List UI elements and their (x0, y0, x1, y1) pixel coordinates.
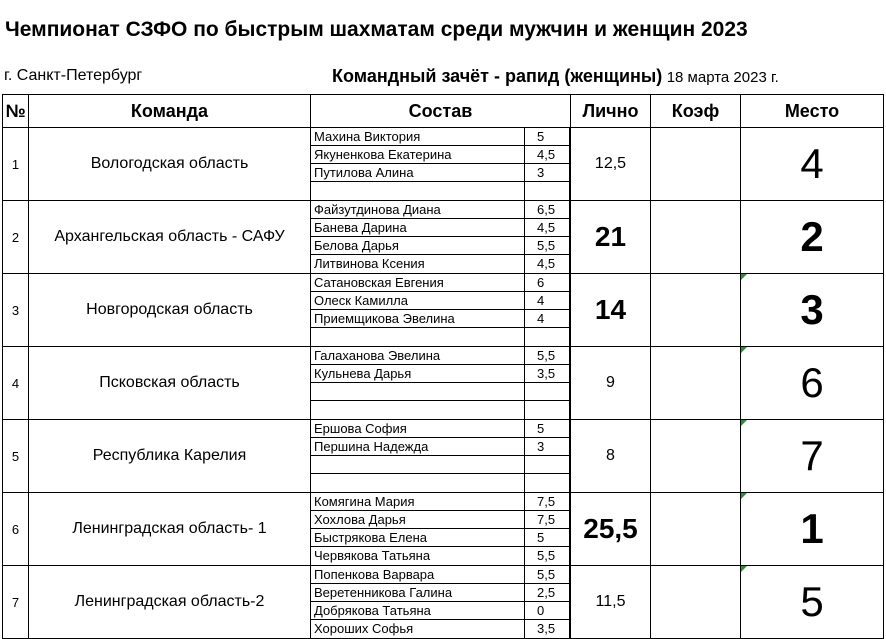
subtitle-main: Командный зачёт - рапид (женщины) (332, 66, 663, 86)
team-name: Новгородская область (29, 274, 311, 347)
player-name: Червякова Татьяна (311, 547, 525, 565)
player-name: Хохлова Дарья (311, 511, 525, 529)
team-place-value: 7 (800, 432, 824, 479)
team-name: Вологодская область (29, 128, 311, 201)
team-number: 1 (3, 128, 29, 201)
player-row (311, 274, 570, 292)
player-name: Белова Дарья (311, 237, 525, 255)
player-row (311, 347, 570, 365)
team-place-value: 5 (800, 578, 824, 625)
player-score: 4 (525, 292, 570, 310)
team-total: 8 (571, 420, 651, 493)
player-row (311, 493, 570, 511)
player-name: Путилова Алина (311, 164, 525, 182)
player-row (311, 365, 570, 383)
team-name: Ленинградская область-2 (29, 566, 311, 639)
player-name: Банева Дарина (311, 219, 525, 237)
team-koef (651, 201, 741, 274)
player-name: Ершова София (311, 420, 525, 438)
player-score (525, 182, 570, 200)
team-place (741, 201, 884, 274)
player-row (311, 292, 570, 310)
team-koef (651, 566, 741, 639)
player-name (311, 401, 525, 419)
player-name: Галаханова Эвелина (311, 347, 525, 365)
player-row (311, 602, 570, 620)
player-name: Попенкова Варвара (311, 566, 525, 584)
team-roster (311, 201, 571, 274)
team-number: 7 (3, 566, 29, 639)
header-roster: Состав (311, 95, 571, 128)
comment-marker-icon (741, 420, 747, 426)
team-name: Архангельская область - САФУ (29, 201, 311, 274)
player-row (311, 529, 570, 547)
player-name: Хороших Софья (311, 620, 525, 638)
team-place (741, 128, 884, 201)
team-place-value: 4 (800, 140, 824, 187)
team-roster (311, 566, 571, 639)
player-name: Олеск Камилла (311, 292, 525, 310)
player-score (525, 474, 570, 492)
player-name (311, 456, 525, 474)
player-score: 5,5 (525, 347, 570, 365)
team-row (3, 201, 884, 274)
team-name: Республика Карелия (29, 420, 311, 493)
player-name: Першина Надежда (311, 438, 525, 456)
team-number: 4 (3, 347, 29, 420)
player-score (525, 401, 570, 419)
player-name: Приемщикова Эвелина (311, 310, 525, 328)
player-score: 4 (525, 310, 570, 328)
player-row (311, 128, 570, 146)
team-total: 21 (571, 201, 651, 274)
team-number: 3 (3, 274, 29, 347)
page-title: Чемпионат СЗФО по быстрым шахматам среди мужчин и женщин 2023 (5, 18, 748, 41)
player-row (311, 547, 570, 565)
player-score: 7,5 (525, 511, 570, 529)
player-score: 4,5 (525, 255, 570, 273)
team-place-value: 1 (800, 505, 824, 552)
comment-marker-icon (741, 274, 747, 280)
team-roster (311, 128, 571, 201)
player-row (311, 438, 570, 456)
header-no: № (3, 95, 29, 128)
team-koef (651, 274, 741, 347)
team-place-value: 6 (800, 359, 824, 406)
player-score: 3 (525, 164, 570, 182)
city-label: г. Санкт-Петербург (4, 67, 143, 84)
player-row (311, 584, 570, 602)
team-row (3, 420, 884, 493)
date-label: 18 марта 2023 г. (666, 69, 779, 86)
player-row (311, 164, 570, 182)
team-place-value: 3 (800, 286, 824, 333)
player-name (311, 383, 525, 401)
player-row (311, 420, 570, 438)
player-score: 6 (525, 274, 570, 292)
player-name: Сатановская Евгения (311, 274, 525, 292)
player-row (311, 401, 570, 419)
player-score: 3,5 (525, 620, 570, 638)
player-name: Кульнева Дарья (311, 365, 525, 383)
team-place (741, 274, 884, 347)
player-name: Комягина Мария (311, 493, 525, 511)
player-name (311, 328, 525, 346)
team-total: 14 (571, 274, 651, 347)
team-number: 2 (3, 201, 29, 274)
team-name: Ленинградская область- 1 (29, 493, 311, 566)
player-score: 5 (525, 128, 570, 146)
header-lichno: Лично (571, 95, 651, 128)
team-number: 6 (3, 493, 29, 566)
player-score: 6,5 (525, 201, 570, 219)
player-row (311, 255, 570, 273)
player-score: 5,5 (525, 566, 570, 584)
player-score: 5 (525, 420, 570, 438)
comment-marker-icon (741, 347, 747, 353)
header-row (3, 95, 884, 128)
team-roster (311, 493, 571, 566)
player-name: Быстрякова Елена (311, 529, 525, 547)
player-score: 5 (525, 529, 570, 547)
player-name: Махина Виктория (311, 128, 525, 146)
team-total: 11,5 (571, 566, 651, 639)
team-place (741, 420, 884, 493)
subtitle (332, 66, 779, 87)
team-roster (311, 420, 571, 493)
player-name: Литвинова Ксения (311, 255, 525, 273)
comment-marker-icon (741, 566, 747, 572)
player-score: 2,5 (525, 584, 570, 602)
team-row (3, 566, 884, 639)
player-score: 7,5 (525, 493, 570, 511)
team-place (741, 347, 884, 420)
team-koef (651, 420, 741, 493)
header-place: Место (741, 95, 884, 128)
player-score (525, 456, 570, 474)
player-score: 0 (525, 602, 570, 620)
team-number: 5 (3, 420, 29, 493)
player-row (311, 328, 570, 346)
player-name (311, 182, 525, 200)
team-row (3, 274, 884, 347)
player-name: Добрякова Татьяна (311, 602, 525, 620)
header-koef: Коэф (651, 95, 741, 128)
player-row (311, 237, 570, 255)
player-name: Файзутдинова Диана (311, 201, 525, 219)
team-place-value: 2 (800, 213, 824, 260)
team-koef (651, 128, 741, 201)
team-row (3, 128, 884, 201)
comment-marker-icon (741, 493, 747, 499)
player-row (311, 456, 570, 474)
team-place (741, 493, 884, 566)
player-row (311, 219, 570, 237)
player-row (311, 511, 570, 529)
team-row (3, 347, 884, 420)
player-row (311, 620, 570, 638)
player-score: 5,5 (525, 547, 570, 565)
team-total: 12,5 (571, 128, 651, 201)
results-table (2, 94, 884, 639)
team-row (3, 493, 884, 566)
team-total: 9 (571, 347, 651, 420)
team-name: Псковская область (29, 347, 311, 420)
player-row (311, 310, 570, 328)
team-roster (311, 274, 571, 347)
player-row (311, 201, 570, 219)
player-score: 4,5 (525, 219, 570, 237)
team-koef (651, 493, 741, 566)
team-total: 25,5 (571, 493, 651, 566)
player-row (311, 182, 570, 200)
player-score: 5,5 (525, 237, 570, 255)
player-row (311, 566, 570, 584)
team-koef (651, 347, 741, 420)
player-score: 3 (525, 438, 570, 456)
player-name: Веретенникова Галина (311, 584, 525, 602)
player-score: 3,5 (525, 365, 570, 383)
player-score: 4,5 (525, 146, 570, 164)
player-score (525, 383, 570, 401)
player-score (525, 328, 570, 346)
team-place (741, 566, 884, 639)
player-row (311, 474, 570, 492)
player-row (311, 146, 570, 164)
player-row (311, 383, 570, 401)
player-name: Якуненкова Екатерина (311, 146, 525, 164)
team-roster (311, 347, 571, 420)
player-name (311, 474, 525, 492)
header-team: Команда (29, 95, 311, 128)
